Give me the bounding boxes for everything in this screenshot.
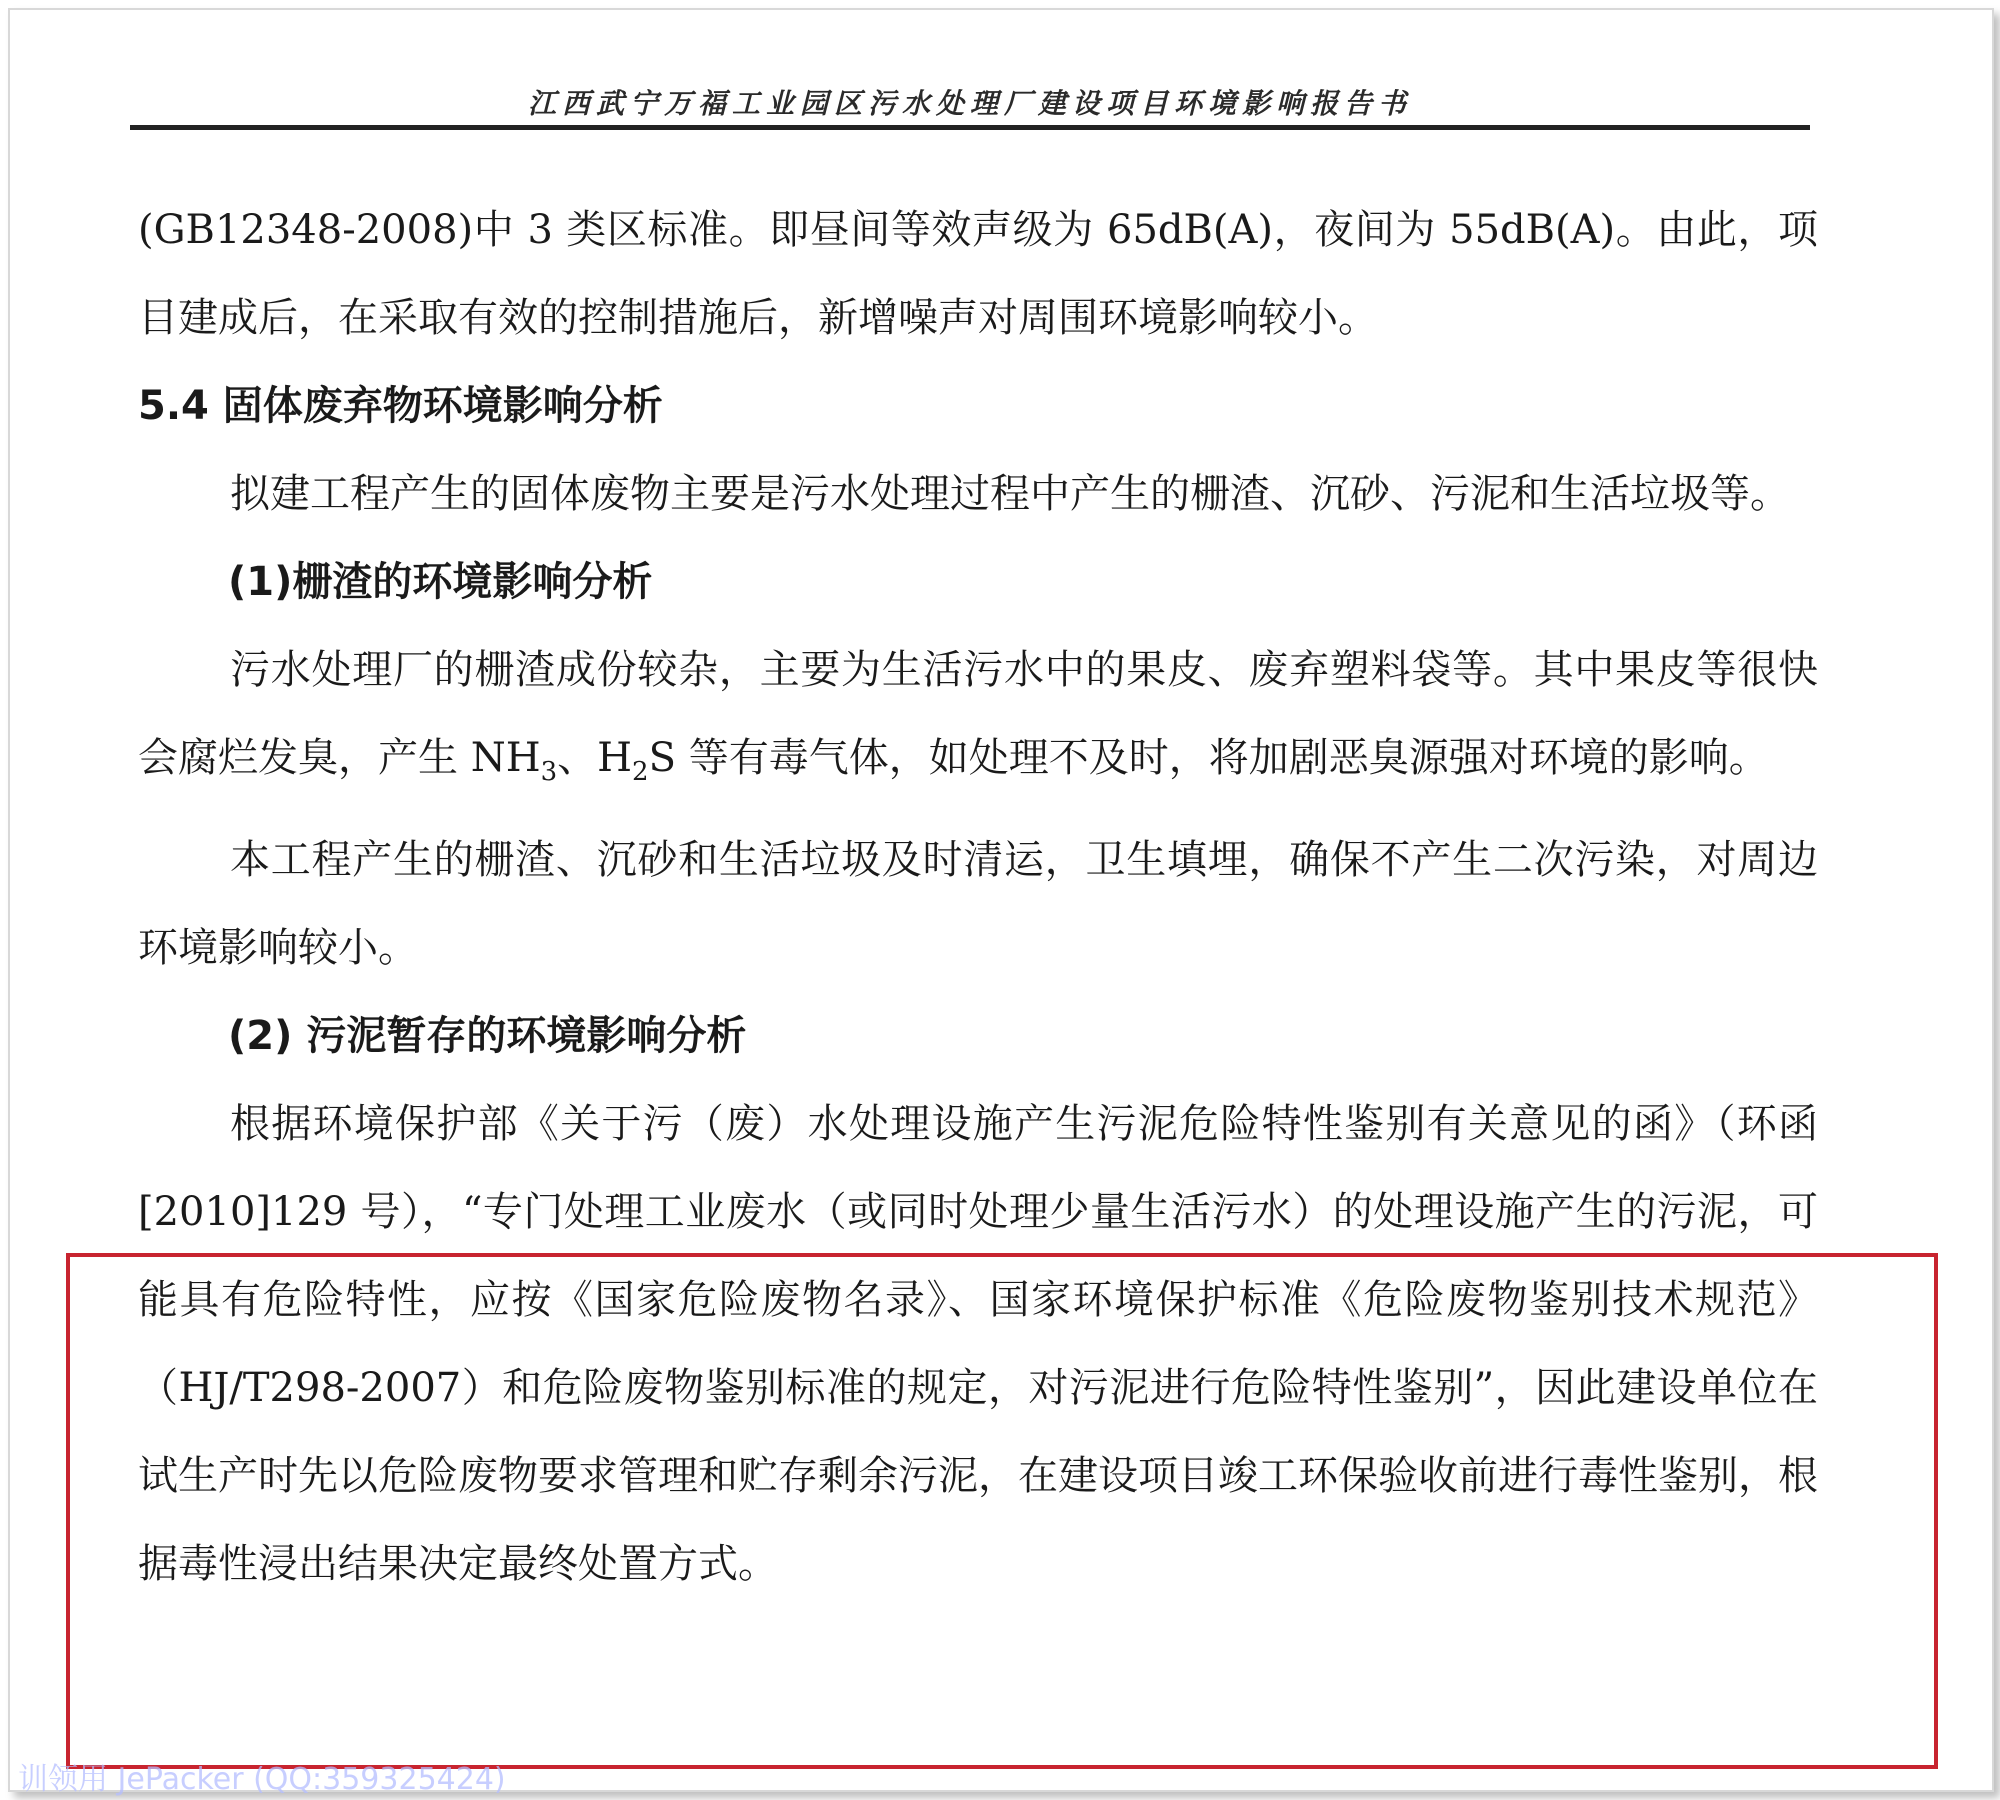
sub-heading-sludge: (2) 污泥暂存的环境影响分析: [228, 1013, 747, 1059]
highlight-box: [66, 1253, 1938, 1769]
nh3-subscript: 3: [540, 757, 558, 787]
noise-conclusion-paragraph: (GB12348-2008)中 3 类区标准。即昼间等效声级为 65dB(A)，夜间为 55dB(A)。由此，项目建成后，在采取有效的控制措施后，新增噪声对周围环境影响较小。: [138, 207, 1818, 341]
screenings-text-b: 、H: [557, 735, 633, 781]
screenings-text-a: 污水处理厂的栅渣成份较杂，主要为生活污水中的果皮、废弃塑料袋等。其中果皮等很快会腐烂发臭，产生 NH: [138, 647, 1818, 781]
h2s-subscript: 2: [632, 757, 649, 787]
section-intro-paragraph: 拟建工程产生的固体废物主要是污水处理过程中产生的栅渣、沉砂、污泥和生活垃圾等。: [230, 471, 1790, 517]
running-header: 江西武宁万福工业园区污水处理厂建设项目环境影响报告书: [527, 87, 1412, 120]
watermark-text: 训领用 JePacker (QQ:359325424): [18, 1762, 506, 1797]
disposal-paragraph: 本工程产生的栅渣、沉砂和生活垃圾及时清运，卫生填埋，确保不产生二次污染，对周边环境影响较小。: [138, 837, 1818, 971]
header-rule: [130, 125, 1810, 130]
highlighted-sludge-paragraph: 根据环境保护部《关于污（废）水处理设施产生污泥危险特性鉴别有关意见的函》（环函[2010]129 号），“专门处理工业废水（或同时处理少量生活污水）的处理设施产生的污泥，可能具有危险特性，应按《国家危险废物名录》、国家环境保护标准《危险废物鉴别技术规范》（HJ/T298-2007）和危险废物鉴别标准的规定，对污泥进行危险特性鉴别”，因此建设单位在试生产时先以危险废物要求管理和贮存剩余污泥，在建设项目竣工环保验收前进行毒性鉴别，根据毒性浸出结果决定最终处置方式。: [138, 1101, 1818, 1587]
screenings-text-c: S 等有毒气体，如处理不及时，将加剧恶臭源强对环境的影响。: [648, 735, 1769, 781]
screenings-paragraph: [138, 626, 1818, 816]
section-heading: 5.4 固体废弃物环境影响分析: [138, 383, 663, 429]
sub-heading-screenings: (1)栅渣的环境影响分析: [228, 559, 653, 605]
